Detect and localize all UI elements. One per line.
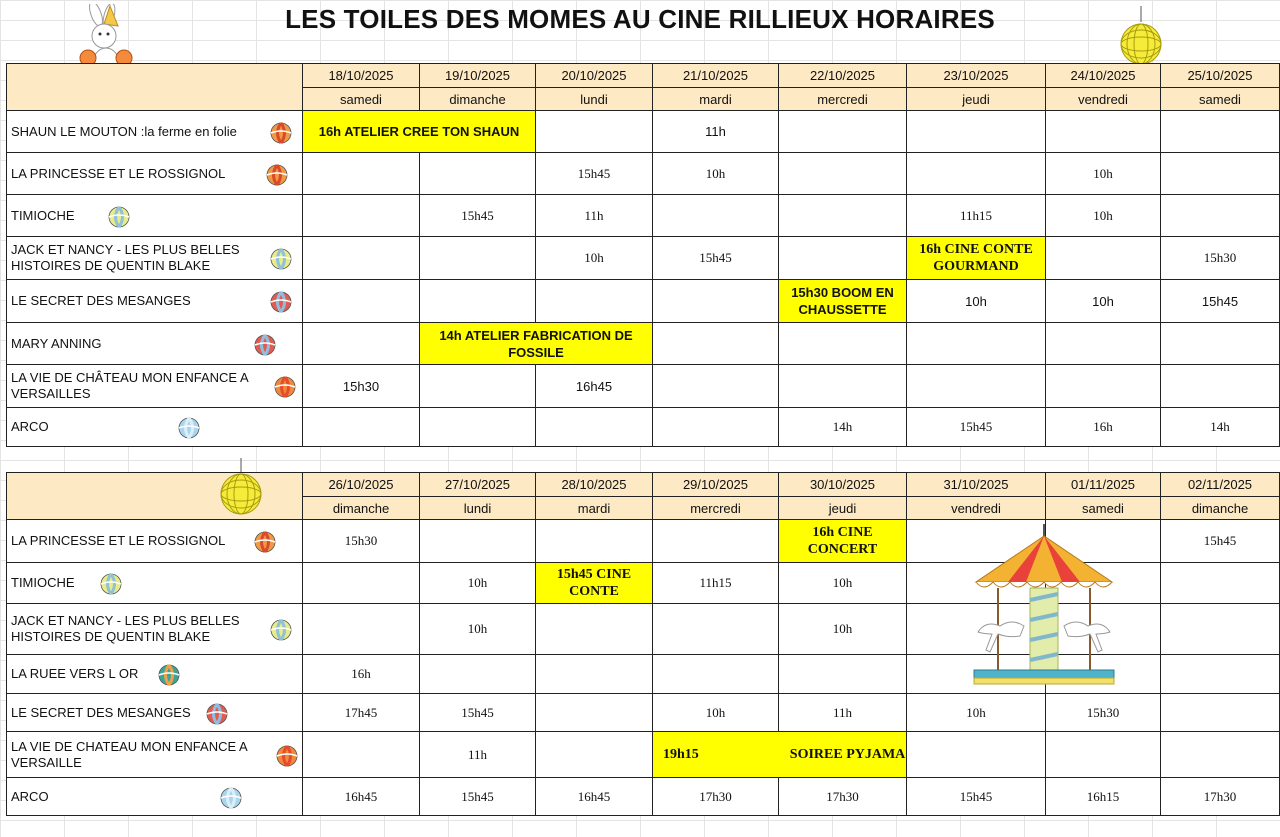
event-cell: 15h30 BOOM EN CHAUSSETTE — [779, 280, 907, 323]
showtime-cell — [907, 365, 1046, 408]
showtime-cell: 15h45 — [907, 408, 1046, 447]
film-title: SHAUN LE MOUTON :la ferme en folie — [11, 123, 237, 139]
film-title: TIMIOCHE — [11, 207, 75, 223]
showtime-cell — [779, 195, 907, 237]
showtime-cell — [907, 153, 1046, 195]
event-cell: 15h45 CINE CONTE — [536, 563, 653, 604]
day-header: mercredi — [653, 497, 779, 520]
page-title: LES TOILES DES MOMES AU CINE RILLIEUX HORAIRES — [285, 4, 995, 34]
showtime-cell: 15h45 — [1161, 520, 1280, 563]
film-title: LA PRINCESSE ET LE ROSSIGNOL — [11, 165, 226, 181]
date-header: 21/10/2025 — [653, 64, 779, 88]
film-title: ARCO — [11, 419, 49, 434]
age-ball-icon — [269, 120, 293, 144]
showtime-cell — [1161, 694, 1280, 732]
film-row — [7, 732, 1280, 778]
film-title: LE SECRET DES MESANGES — [11, 704, 191, 720]
showtime-cell — [907, 732, 1046, 778]
showtime-cell: 16h45 — [536, 365, 653, 408]
day-header: mardi — [653, 88, 779, 111]
showtime-cell — [907, 111, 1046, 153]
date-header: 19/10/2025 — [420, 64, 536, 88]
date-header: 01/11/2025 — [1046, 473, 1161, 497]
age-ball-icon — [253, 529, 277, 553]
film-title-cell — [7, 604, 303, 655]
date-header: 20/10/2025 — [536, 64, 653, 88]
showtime-cell — [1046, 365, 1161, 408]
day-header: lundi — [536, 88, 653, 111]
film-row — [7, 153, 1280, 195]
showtime-cell: 11h — [420, 732, 536, 778]
carousel-illustration — [968, 524, 1120, 686]
date-header: 29/10/2025 — [653, 473, 779, 497]
date-header: 25/10/2025 — [1161, 64, 1280, 88]
film-title-cell — [7, 778, 303, 816]
age-ball-icon — [219, 785, 243, 809]
showtime-cell: 14h — [1161, 408, 1280, 447]
film-title-cell — [7, 655, 303, 694]
showtime-cell — [1161, 563, 1280, 604]
age-ball-icon — [99, 571, 123, 595]
date-header: 26/10/2025 — [303, 473, 420, 497]
film-title-cell — [7, 732, 303, 778]
showtime-cell: 10h — [653, 153, 779, 195]
showtime-cell: 15h45 — [1161, 280, 1280, 323]
film-title-cell — [7, 408, 303, 447]
film-title-cell — [7, 153, 303, 195]
film-title-cell — [7, 365, 303, 408]
film-title-cell — [7, 237, 303, 280]
day-header: mardi — [536, 497, 653, 520]
showtime-cell — [653, 280, 779, 323]
film-title: LA RUEE VERS L OR — [11, 666, 139, 681]
age-ball-icon — [265, 162, 289, 186]
age-ball-icon — [157, 662, 181, 686]
showtime-cell — [303, 563, 420, 604]
showtime-cell: 15h45 — [653, 237, 779, 280]
showtime-cell: 10h — [1046, 153, 1161, 195]
showtime-cell — [779, 323, 907, 365]
showtime-cell — [536, 280, 653, 323]
showtime-cell — [779, 111, 907, 153]
showtime-cell: 16h — [1046, 408, 1161, 447]
age-ball-icon — [205, 701, 229, 725]
showtime-cell: 10h — [907, 280, 1046, 323]
showtime-cell: 10h — [420, 604, 536, 655]
event-cell: 16h CINE CONTE GOURMAND — [907, 237, 1046, 280]
event-cell: 19h15 SOIREE PYJAMA — [653, 732, 907, 778]
showtime-cell: 16h45 — [536, 778, 653, 816]
showtime-cell — [420, 520, 536, 563]
film-title-cell — [7, 694, 303, 732]
film-row — [7, 195, 1280, 237]
film-row — [7, 323, 1280, 365]
disco-ball-icon — [218, 458, 264, 518]
film-row — [7, 365, 1280, 408]
showtime-cell — [779, 237, 907, 280]
showtime-cell — [420, 655, 536, 694]
showtime-cell — [536, 732, 653, 778]
showtime-cell: 11h — [653, 111, 779, 153]
day-header: samedi — [303, 88, 420, 111]
film-title: LA VIE DE CHATEAU MON ENFANCE A VERSAILLE — [11, 738, 247, 770]
age-ball-icon — [177, 415, 201, 439]
showtime-cell: 15h45 — [420, 195, 536, 237]
showtime-cell: 10h — [1046, 195, 1161, 237]
showtime-cell — [303, 237, 420, 280]
date-header: 24/10/2025 — [1046, 64, 1161, 88]
showtime-cell — [1161, 732, 1280, 778]
film-row — [7, 408, 1280, 447]
film-title: JACK ET NANCY - LES PLUS BELLES HISTOIRES DE QUENTIN BLAKE — [11, 242, 240, 273]
disco-ball-icon — [1118, 6, 1164, 68]
age-ball-icon — [275, 743, 299, 767]
showtime-cell — [420, 408, 536, 447]
showtime-cell: 17h45 — [303, 694, 420, 732]
showtime-cell — [536, 111, 653, 153]
showtime-cell — [1161, 111, 1280, 153]
film-title: ARCO — [11, 788, 49, 804]
event-cell: 16h ATELIER CREE TON SHAUN — [303, 111, 536, 153]
showtime-cell: 11h — [779, 694, 907, 732]
age-ball-icon — [273, 374, 297, 398]
film-title-cell — [7, 111, 303, 153]
showtime-cell — [303, 153, 420, 195]
showtime-cell — [1046, 323, 1161, 365]
showtime-cell — [303, 732, 420, 778]
day-header: mercredi — [779, 88, 907, 111]
showtime-cell: 10h — [653, 694, 779, 732]
film-title: MARY ANNING — [11, 335, 102, 351]
showtime-cell — [1161, 195, 1280, 237]
showtime-cell — [1161, 323, 1280, 365]
day-header: dimanche — [420, 88, 536, 111]
date-header: 27/10/2025 — [420, 473, 536, 497]
day-header: samedi — [1161, 88, 1280, 111]
showtime-cell: 16h45 — [303, 778, 420, 816]
showtime-cell — [536, 655, 653, 694]
showtime-cell — [653, 520, 779, 563]
day-header: jeudi — [779, 497, 907, 520]
day-header: jeudi — [907, 88, 1046, 111]
showtime-cell: 10h — [1046, 280, 1161, 323]
showtime-cell: 15h30 — [1046, 694, 1161, 732]
event-cell: 14h ATELIER FABRICATION DE FOSSILE — [420, 323, 653, 365]
day-header: lundi — [420, 497, 536, 520]
showtime-cell — [536, 694, 653, 732]
showtime-cell: 11h15 — [907, 195, 1046, 237]
showtime-cell: 11h15 — [653, 563, 779, 604]
showtime-cell: 15h45 — [536, 153, 653, 195]
showtime-cell: 10h — [420, 563, 536, 604]
showtime-cell — [420, 280, 536, 323]
showtime-cell — [420, 153, 536, 195]
showtime-cell — [653, 655, 779, 694]
date-header: 23/10/2025 — [907, 64, 1046, 88]
age-ball-icon — [269, 289, 293, 313]
day-header: dimanche — [1161, 497, 1280, 520]
film-row — [7, 694, 1280, 732]
date-header: 30/10/2025 — [779, 473, 907, 497]
film-row — [7, 778, 1280, 816]
showtime-cell: 15h30 — [1161, 237, 1280, 280]
showtime-cell — [1046, 111, 1161, 153]
age-ball-icon — [107, 204, 131, 228]
date-header: 28/10/2025 — [536, 473, 653, 497]
showtime-cell: 10h — [779, 563, 907, 604]
showtime-cell — [1161, 153, 1280, 195]
film-title: TIMIOCHE — [11, 575, 75, 590]
showtime-cell: 15h30 — [303, 520, 420, 563]
showtime-cell: 17h30 — [1161, 778, 1280, 816]
showtime-cell — [779, 655, 907, 694]
showtime-cell: 10h — [536, 237, 653, 280]
schedule-week-1 — [6, 63, 1280, 447]
showtime-cell — [1161, 604, 1280, 655]
showtime-cell — [1046, 732, 1161, 778]
showtime-cell — [303, 323, 420, 365]
day-header: vendredi — [907, 497, 1046, 520]
showtime-cell: 10h — [907, 694, 1046, 732]
showtime-cell — [653, 323, 779, 365]
age-ball-icon — [269, 617, 293, 641]
showtime-cell: 15h45 — [907, 778, 1046, 816]
showtime-cell — [907, 323, 1046, 365]
date-header: 31/10/2025 — [907, 473, 1046, 497]
showtime-cell — [653, 408, 779, 447]
showtime-cell — [303, 195, 420, 237]
date-header: 18/10/2025 — [303, 64, 420, 88]
showtime-cell — [779, 153, 907, 195]
showtime-cell — [420, 365, 536, 408]
showtime-cell — [1161, 655, 1280, 694]
showtime-cell — [420, 237, 536, 280]
header-corner — [7, 64, 303, 111]
showtime-cell — [303, 280, 420, 323]
showtime-cell — [653, 195, 779, 237]
date-header: 22/10/2025 — [779, 64, 907, 88]
showtime-cell — [536, 520, 653, 563]
film-title-cell — [7, 280, 303, 323]
showtime-cell — [779, 365, 907, 408]
showtime-cell: 16h15 — [1046, 778, 1161, 816]
showtime-cell: 10h — [779, 604, 907, 655]
showtime-cell: 14h — [779, 408, 907, 447]
showtime-cell — [303, 408, 420, 447]
showtime-cell: 15h30 — [303, 365, 420, 408]
showtime-cell — [653, 365, 779, 408]
showtime-cell: 17h30 — [779, 778, 907, 816]
film-title: LA VIE DE CHÂTEAU MON ENFANCE A VERSAILLES — [11, 370, 248, 401]
showtime-cell — [653, 604, 779, 655]
showtime-cell — [1161, 365, 1280, 408]
showtime-cell: 15h45 — [420, 778, 536, 816]
showtime-cell — [303, 604, 420, 655]
showtime-cell: 15h45 — [420, 694, 536, 732]
film-title: LA PRINCESSE ET LE ROSSIGNOL — [11, 533, 226, 548]
film-title: LE SECRET DES MESANGES — [11, 293, 191, 308]
date-header: 02/11/2025 — [1161, 473, 1280, 497]
showtime-cell — [1046, 237, 1161, 280]
age-ball-icon — [269, 246, 293, 270]
showtime-cell — [536, 604, 653, 655]
event-cell: 16h CINE CONCERT — [779, 520, 907, 563]
showtime-cell: 16h — [303, 655, 420, 694]
film-row — [7, 280, 1280, 323]
day-header: dimanche — [303, 497, 420, 520]
film-row — [7, 111, 1280, 153]
film-title: JACK ET NANCY - LES PLUS BELLES HISTOIRES DE QUENTIN BLAKE — [11, 613, 240, 644]
showtime-cell: 17h30 — [653, 778, 779, 816]
day-header: samedi — [1046, 497, 1161, 520]
age-ball-icon — [253, 332, 277, 356]
day-header: vendredi — [1046, 88, 1161, 111]
showtime-cell — [536, 408, 653, 447]
film-row — [7, 237, 1280, 280]
film-title-cell — [7, 323, 303, 365]
film-title-cell — [7, 520, 303, 563]
film-title-cell — [7, 563, 303, 604]
film-title-cell — [7, 195, 303, 237]
showtime-cell: 11h — [536, 195, 653, 237]
